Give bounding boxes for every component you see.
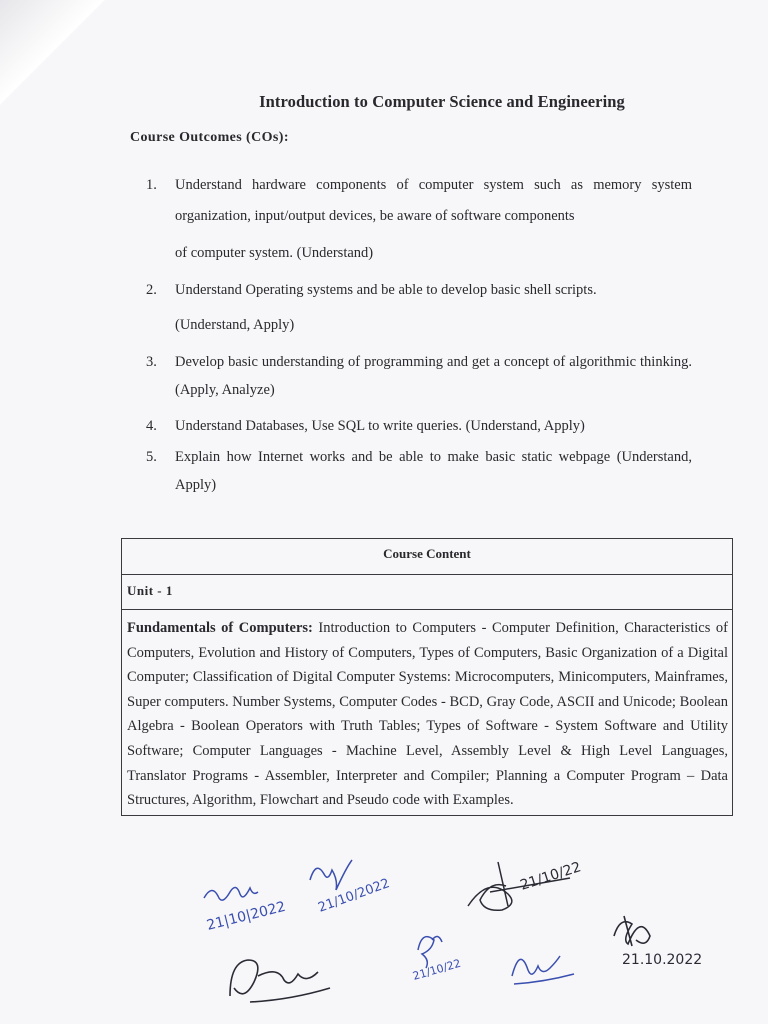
svg-text:21|10|2022: 21|10|2022	[205, 898, 288, 934]
signature-7	[600, 902, 740, 982]
outcome-text: Explain how Internet works and be able to make basic static webpage (Understand, Apply)	[175, 449, 692, 493]
course-outcomes-heading: Course Outcomes (COs):	[130, 130, 289, 145]
unit-topic-body: Introduction to Computers - Computer Definition, Characteristics of Computers, Evolution and History of Computers, Types of Computers, Basic Organization of a Digital Computer; Classification of Digital Computer Systems: Microcomputers, Minicomputers, Mainframes, Super computers. Number Systems, Computer Codes - BCD, Gray Code, ASCII and Unicode; Boolean Algebra - Boolean Operators with Truth Tables; Types of Software - System Software and Utility Software; Computer Languages - Machine Level, Assembly Level & High Level Languages, Translator Programs - Assembler, Interpreter and Compiler; Planning a Computer Program – Data Structures, Algorithm, Flowchart and Pseudo code with Examples.	[127, 620, 728, 809]
unit-content	[122, 610, 732, 815]
svg-text:21.10.2022: 21.10.2022	[622, 952, 703, 968]
signature-6	[504, 934, 594, 994]
outcome-tail: of computer system. (Understand)	[175, 245, 374, 261]
outcome-text: Develop basic understanding of programming and get a concept of algorithmic thinking. (Apply, Analyze)	[175, 354, 692, 398]
svg-text:21/10/22: 21/10/22	[518, 859, 584, 894]
document-title: Introduction to Computer Science and Engineering	[259, 92, 625, 111]
signatures-area	[180, 850, 740, 1020]
outcome-item: 4. Understand Databases, Use SQL to write queries. (Understand, Apply)	[146, 418, 585, 434]
course-content-table	[121, 538, 733, 816]
outcome-tail: (Understand, Apply)	[175, 317, 295, 333]
outcome-text: Understand Databases, Use SQL to write queries. (Understand, Apply)	[175, 418, 585, 434]
outcome-item: 1. Understand hardware components of computer system such as memory system organization, input/output devices, be aware of software components of computer system. (Understand)	[146, 170, 692, 269]
outcome-item: 2. Understand Operating systems and be able to develop basic shell scripts. (Understand, Apply)	[146, 276, 692, 340]
svg-text:21/10/22: 21/10/22	[411, 956, 463, 983]
signature-3	[460, 852, 620, 922]
course-content-heading: Course Content	[122, 539, 732, 575]
signature-4	[220, 940, 370, 1010]
outcome-item: 3. Develop basic understanding of programming and get a concept of algorithmic thinking. (Apply, Analyze)	[146, 354, 692, 398]
outcome-text: Understand hardware components of computer system such as memory system organization, input/output devices, be aware of software components	[175, 177, 692, 224]
course-outcomes-list	[146, 170, 692, 499]
unit-label: Unit - 1	[122, 575, 732, 610]
signature-5	[402, 920, 512, 990]
outcome-text: Understand Operating systems and be able to develop basic shell scripts.	[175, 282, 597, 298]
signature-2	[300, 850, 410, 920]
outcome-item: 5. Explain how Internet works and be able to make basic static webpage (Understand, Apply)	[146, 449, 692, 493]
svg-text:21/10/2022: 21/10/2022	[316, 876, 392, 916]
unit-topic-heading: Fundamentals of Computers:	[127, 620, 313, 636]
